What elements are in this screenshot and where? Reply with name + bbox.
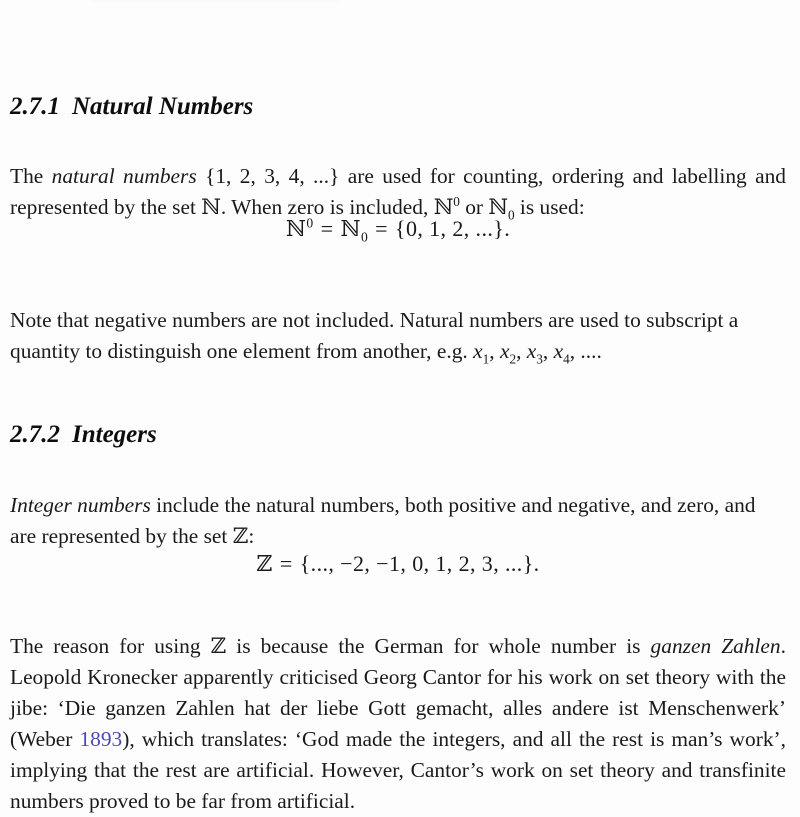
section-number: 2.7.2 (10, 420, 60, 448)
separator: , (542, 339, 554, 364)
section-title: Natural Numbers (72, 92, 254, 120)
variable-subscript: 4 (563, 351, 570, 367)
variable-subscript: 1 (482, 351, 490, 367)
section-heading-integers (10, 421, 157, 449)
emphasis-integer-numbers: Integer numbers (10, 493, 151, 518)
text-fragment: The (10, 164, 52, 189)
ellipsis-tail: , .... (569, 339, 602, 364)
text-fragment: Note that negative numbers are not included. Natural numbers are used to subscript a quantity to distinguish one element from another, e.g. (10, 308, 739, 364)
text-fragment: . Leopold Kronecker apparently criticised Georg Cantor for his work on set theory with the jibe: ‘Die ganzen Zahlen hat der liebe Gott gemacht, alles andere ist Menschenwerk’ (Weber (10, 634, 786, 752)
set-enumeration: {0, 1, 2, ...}. (394, 216, 511, 241)
subscript-zero: 0 (360, 229, 369, 245)
section-heading-natural-numbers (10, 93, 253, 121)
symbol-natural-set: ℕ (340, 217, 361, 242)
separator: , (489, 339, 500, 364)
paragraph-integers-intro (10, 490, 786, 552)
symbol-natural-set: ℕ (201, 195, 221, 221)
text-fragment: include the natural numbers, both positive and negative, and zero, and are represented by the set (10, 493, 756, 549)
variable-x: x (526, 339, 537, 364)
text-fragment: : (248, 524, 255, 549)
scan-artifact (90, 0, 340, 3)
section-number: 2.7.1 (10, 92, 60, 120)
symbol-natural-set: ℕ (285, 217, 307, 242)
text-fragment: ), which translates: ‘God made the integers, and all the rest is man’s work’, implying that the rest are artificial. However, Cantor’s work on set theory and transfinite numbers proved to be far from artificial. (10, 727, 786, 814)
text-fragment: . When zero is included, (220, 195, 434, 220)
variable-x: x (553, 339, 564, 364)
text-fragment: is used: (514, 195, 585, 220)
variable-subscript: 2 (509, 351, 517, 367)
text-fragment: {1, 2, 3, 4, ...} are used for counting, ordering and labelling and represented by the set (10, 164, 786, 220)
text-fragment: is because the German for whole number is (226, 634, 651, 659)
equals-sign: = (320, 216, 334, 241)
subscript-zero: 0 (507, 207, 515, 223)
superscript-zero: 0 (306, 215, 314, 231)
symbol-natural-set: ℕ (488, 195, 508, 221)
variable-subscript: 3 (536, 351, 543, 367)
paragraph-subscript-usage (10, 305, 786, 367)
emphasis-natural-numbers: natural numbers (51, 164, 197, 189)
variable-x: x (499, 339, 510, 364)
equals-sign: = (279, 551, 293, 576)
symbol-integer-set: ℤ (256, 552, 273, 577)
superscript-zero: 0 (453, 194, 460, 210)
variable-x: x (473, 339, 483, 364)
symbol-integer-set: ℤ (232, 524, 249, 550)
emphasis-ganzen-zahlen: ganzen Zahlen (650, 634, 781, 659)
symbol-integer-set: ℤ (210, 634, 227, 660)
separator: , (516, 339, 527, 364)
citation-link-weber-1893[interactable]: 1893 (79, 727, 123, 752)
display-equation-integers (10, 551, 786, 577)
text-fragment: The reason for using (10, 634, 211, 659)
set-enumeration: {..., −2, −1, 0, 1, 2, 3, ...}. (299, 551, 540, 576)
equals-sign: = (375, 216, 388, 241)
text-fragment: or (459, 195, 489, 220)
section-title: Integers (72, 420, 157, 448)
paragraph-kronecker-quote (10, 631, 786, 817)
display-equation-natural-numbers (10, 215, 786, 245)
symbol-natural-set: ℕ (433, 195, 454, 221)
paragraph-natural-numbers-intro (10, 161, 786, 223)
